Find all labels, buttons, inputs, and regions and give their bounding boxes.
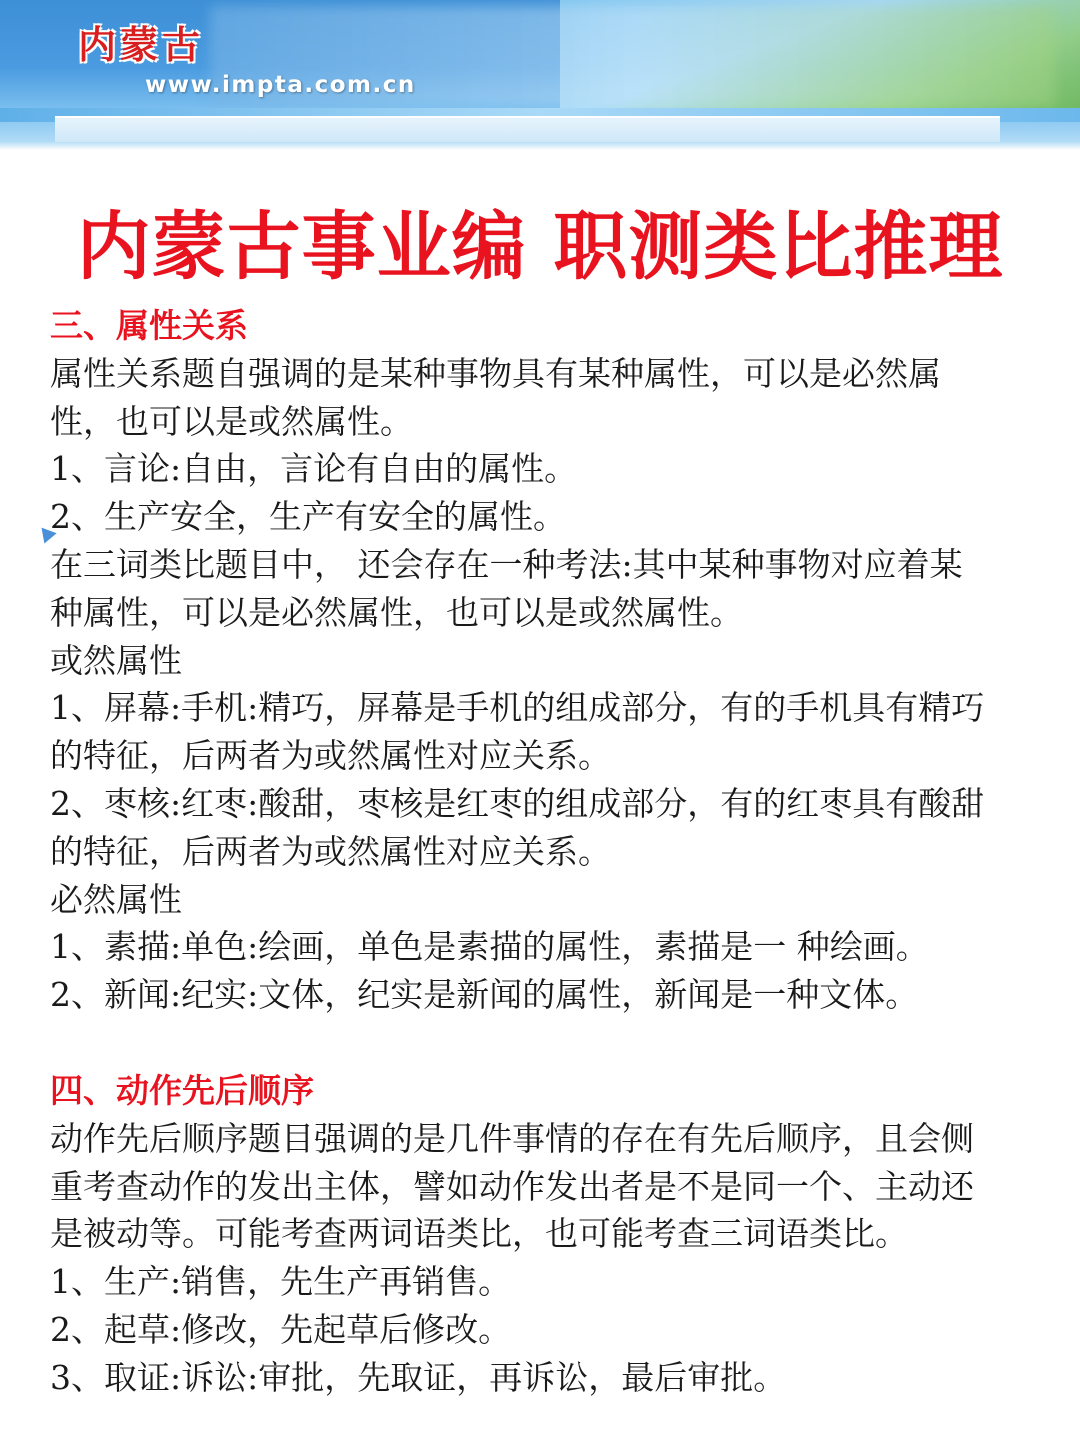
- body-line: 的特征，后两者为或然属性对应关系。: [50, 831, 611, 871]
- body-line: 动作先后顺序题目强调的是几件事情的存在有先后顺序，且会侧: [50, 1118, 974, 1158]
- body-line: 1、生产:销售，先生产再销售。: [50, 1262, 512, 1302]
- section-heading-action-order: 四、动作先后顺序: [50, 1070, 314, 1110]
- body-line: 是被动等。可能考查两词语类比，也可能考查三词语类比。: [50, 1214, 908, 1254]
- logo-text: 内蒙古: [78, 22, 205, 67]
- banner-bottom-fade: [0, 142, 1080, 150]
- subheading-necessary-attribute: 必然属性: [50, 879, 182, 919]
- site-url[interactable]: www.impta.com.cn: [145, 72, 416, 98]
- subheading-possible-attribute: 或然属性: [50, 640, 182, 680]
- body-line: 种属性，可以是必然属性，也可以是或然属性。: [50, 592, 743, 632]
- banner-bar: [55, 116, 1000, 144]
- body-line: 2、生产安全，生产有安全的属性。: [50, 497, 566, 537]
- body-line: 1、屏幕:手机:精巧，屏幕是手机的组成部分，有的手机具有精巧: [50, 688, 985, 728]
- body-line: 2、枣核:红枣:酸甜，枣核是红枣的组成部分，有的红枣具有酸甜: [50, 783, 985, 823]
- article-body: [50, 302, 1040, 1402]
- body-line: 1、言论:自由，言论有自由的属性。: [50, 449, 578, 489]
- body-line: 在三词类比题目中， 还会存在一种考法:其中某种事物对应着某: [50, 544, 963, 584]
- body-line: 2、起草:修改，先起草后修改。: [50, 1309, 512, 1349]
- body-line: 2、新闻:纪实:文体，纪实是新闻的属性，新闻是一种文体。: [50, 975, 919, 1015]
- body-line: 重考查动作的发出主体，譬如动作发出者是不是同一个、主动还: [50, 1166, 974, 1206]
- body-line: 3、取证:诉讼:审批，先取证，再诉讼，最后审批。: [50, 1357, 787, 1397]
- body-line: 1、素描:单色:绘画，单色是素描的属性，素描是一 种绘画。: [50, 927, 929, 967]
- body-line: 属性关系题自强调的是某种事物具有某种属性，可以是必然属: [50, 353, 941, 393]
- section-spacer: [50, 1019, 1040, 1067]
- body-line: 的特征，后两者为或然属性对应关系。: [50, 736, 611, 776]
- page-title: 内蒙古事业编 职测类比推理: [76, 204, 1004, 290]
- section-heading-attribute: 三、属性关系: [50, 306, 248, 345]
- header-banner: [0, 0, 1080, 150]
- body-line: 性，也可以是或然属性。: [50, 401, 413, 441]
